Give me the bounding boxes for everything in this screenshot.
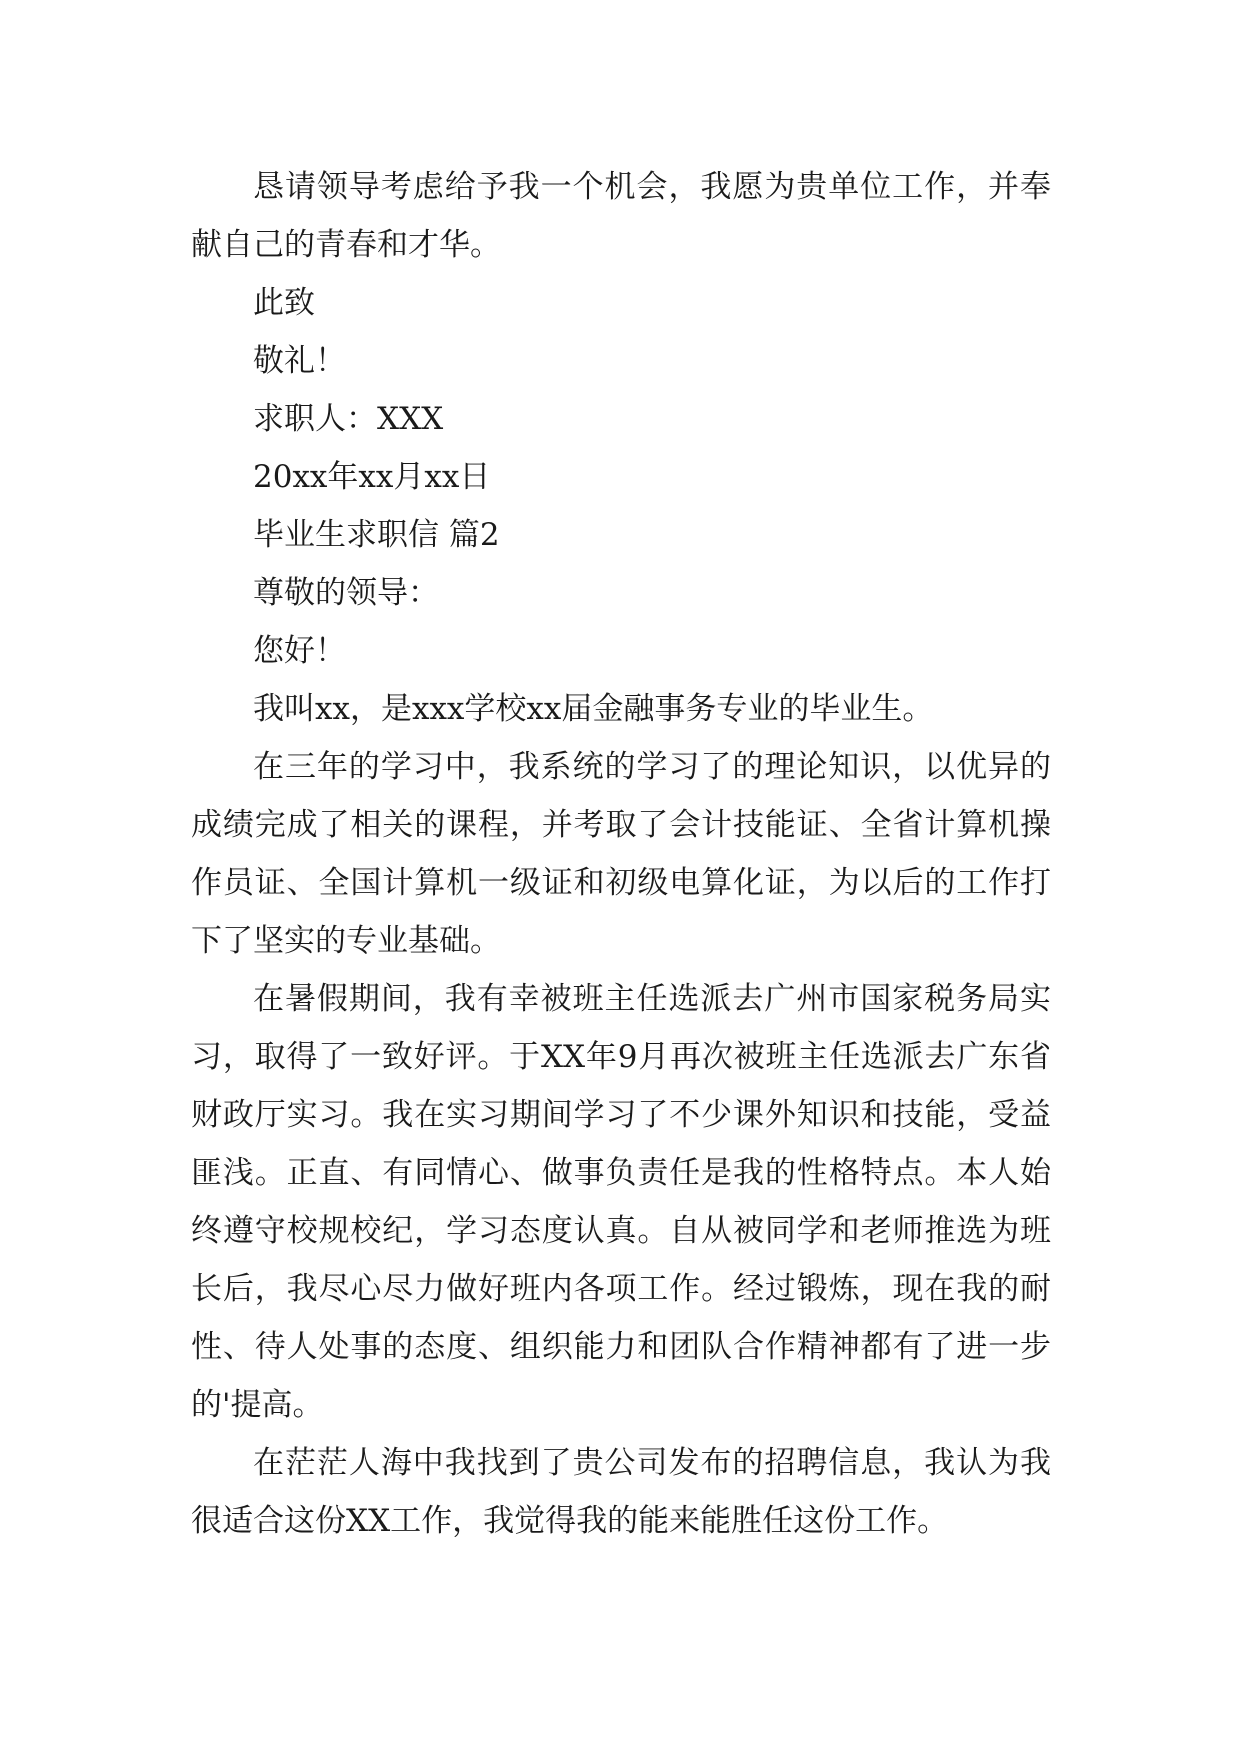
paragraph-request-opportunity: 恳请领导考虑给予我一个机会，我愿为贵单位工作，并奉献自己的青春和才华。 xyxy=(191,169,1051,263)
closing-line-jingli: 敬礼！ xyxy=(253,343,346,379)
paragraph-job-interest: 在茫茫人海中我找到了贵公司发布的招聘信息，我认为我很适合这份XX工作，我觉得我的能来能胜任这份工作。 xyxy=(191,1445,1051,1539)
letter-date: 20xx年xx月xx日 xyxy=(253,459,491,495)
paragraph-internship-experience: 在暑假期间，我有幸被班主任选派去广州市国家税务局实习，取得了一致好评。于XX年9月再次被班主任选派去广东省财政厅实习。我在实习期间学习了不少课外知识和技能，受益匪浅。正直、有同情心、做事负责任是我的性格特点。本人始终遵守校规校纪，学习态度认真。自从被同学和老师推选为班长后，我尽心尽力做好班内各项工作。经过锻炼，现在我的耐性、待人处事的态度、组织能力和团队合作精神都有了进一步的'提高。 xyxy=(191,981,1051,1423)
applicant-signature: 求职人：XXX xyxy=(253,401,444,437)
salutation: 尊敬的领导： xyxy=(253,575,439,611)
letter-body xyxy=(191,158,1051,1550)
paragraph-introduction: 我叫xx，是xxx学校xx届金融事务专业的毕业生。 xyxy=(253,691,934,727)
greeting: 您好！ xyxy=(253,633,346,669)
paragraph-study-experience: 在三年的学习中，我系统的学习了的理论知识，以优异的成绩完成了相关的课程，并考取了会计技能证、全省计算机操作员证、全国计算机一级证和初级电算化证，为以后的工作打下了坚实的专业基础。 xyxy=(191,749,1051,959)
section-heading-letter-2: 毕业生求职信 篇2 xyxy=(253,517,500,553)
closing-line-cizhi: 此致 xyxy=(253,285,315,321)
